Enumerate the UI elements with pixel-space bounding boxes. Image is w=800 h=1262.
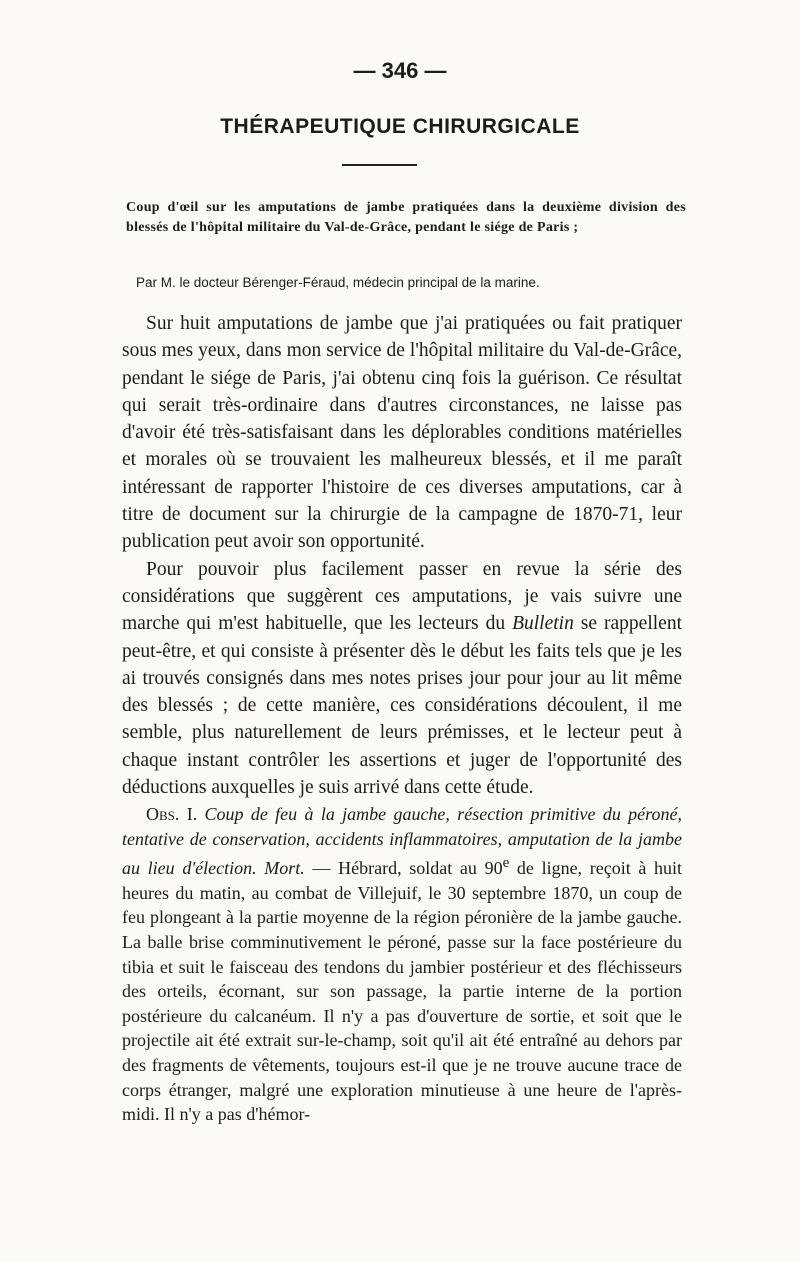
paragraph-2-end: se rappellent peut-être, et qui consiste à présenter dès le début les faits tels que je les ai trouvés consignés dans mes notes prises jour pour jour au lit même des blessés ; de cette manière, ces considérations découlent, il me semble, plus naturellement de leurs prémisses, et le lecteur peut à chaque instant contrôler les assertions et juger de l'opportunité des déductions auxquelles je suis arrivé dans cette étude. [122, 613, 682, 799]
bulletin-title: Bulletin [512, 613, 574, 635]
observation-heading: Coup de feu à la jambe gauche, résection primitive du péroné, tentative de conservation, accidents inflammatoires, amputation de la jambe au lieu d'élection. Mort. [122, 804, 682, 879]
observation-text-b: de ligne, reçoit à huit heures du matin, au combat de Villejuif, le 30 septembre 1870, un coup de feu plongeant à la partie moyenne de la région péronière de la jambe gauche. La balle brise comminutivement le péroné, passe sur la face postérieure du tibia et suit le faisceau des tendons du jambier postérieur et des fléchisseurs des orteils, écornant, sur son passage, la partie interne de la portion postérieure du calcanéum. Il n'y a pas d'ouverture de sortie, et soit que le projectile ait été extrait sur-le-champ, soit qu'il ait été entraîné au dehors par des fragments de vêtements, toujours est-il que je ne trouve aucune trace de corps étranger, malgré une exploration minutieuse à une heure de l'après-midi. Il n'y a pas d'hémor- [122, 858, 683, 1125]
page-number: — 346 — [353, 58, 447, 83]
ordinal-superscript: e [502, 855, 510, 872]
observation-text-a: — Hébrard, soldat au 90 [304, 858, 503, 879]
title-divider [342, 164, 417, 166]
author-line: Par M. le docteur Bérenger-Féraud, médecin principal de la marine. [136, 275, 540, 290]
article-subtitle: Coup d'œil sur les amputations de jambe pratiquées dans la deuxième division des blessés de l'hôpital militaire du Val-de-Grâce, pendant le siége de Paris ; [126, 200, 686, 235]
paragraph-2 [122, 556, 682, 802]
paragraph-2-start: Pour pouvoir plus facilement passer en revue la série des considérations que suggèrent ces amputations, je vais suivre une marche qui m'est habituelle, que les lecteurs du [122, 558, 682, 635]
observation-section [122, 802, 682, 1127]
paragraph-1: Sur huit amputations de jambe que j'ai pratiquées ou fait pratiquer sous mes yeux, dans mon service de l'hôpital militaire du Val-de-Grâce, pendant le siége de Paris, j'ai obtenu cinq fois la guérison. Ce résultat qui serait très-ordinaire dans d'autres circonstances, ne laisse pas d'avoir été très-satisfaisant dans les déplorables conditions matérielles et morales où se trouvaient les malheureux blessés, et il me paraît intéressant de rapporter l'histoire de ces diverses amputations, car à titre de document sur la chirurgie de la campagne de 1870-71, leur publication peut avoir son opportunité. [122, 313, 682, 553]
observation-label: Obs. I. [146, 804, 198, 824]
article-body [122, 310, 682, 801]
observation-paragraph [122, 802, 682, 1127]
page-title: THÉRAPEUTIQUE CHIRURGICALE [220, 115, 580, 138]
